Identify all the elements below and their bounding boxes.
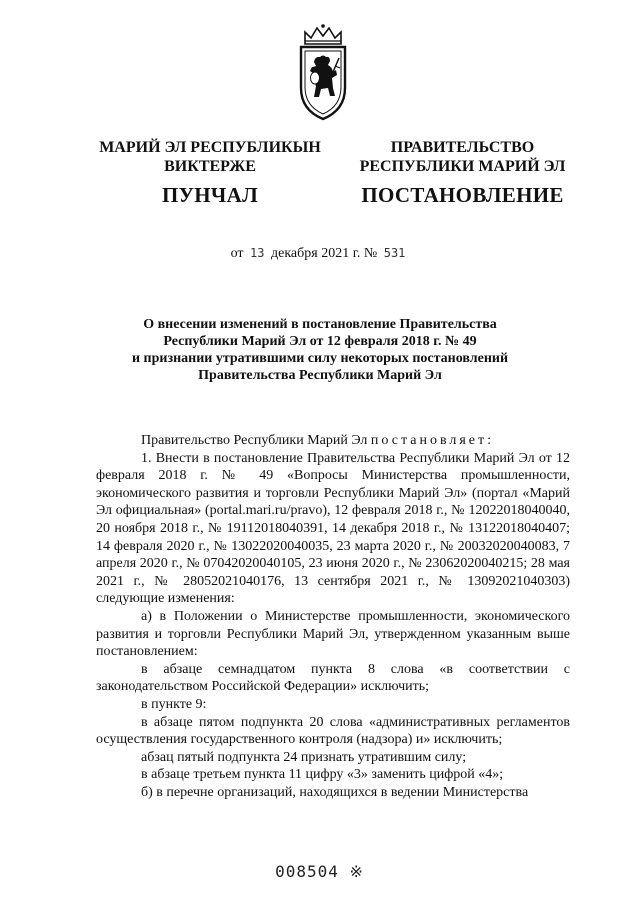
title-line1: О внесении изменений в постановление Правительства (143, 317, 497, 332)
paragraph-amendment-4: абзац пятый подпункта 24 признать утратившим силу; (141, 749, 467, 765)
serial-number-stamp (0, 862, 639, 881)
header-left-doc-type: ПУНЧАЛ (161, 183, 259, 207)
date-month-year: декабря 2021 г. № (270, 246, 378, 261)
coat-of-arms-icon (297, 22, 349, 122)
title-line4: Правительства Республики Марий Эл (198, 368, 442, 383)
serial-mark-icon: ※ (349, 862, 364, 881)
paragraph-amendment-5: в абзаце третьем пункта 11 цифру «3» заменить цифрой «4»; (141, 767, 504, 783)
header-left (95, 138, 325, 205)
paragraph-amendment-2: в пункте 9: (141, 696, 207, 712)
paragraph-amendment-1: в абзаце семнадцатом пункта 8 слова «в соответствии с законодательством Российской Федерации» исключить; (96, 661, 570, 695)
document-body (96, 432, 570, 801)
paragraph-amendment-3: в абзаце пятом подпункта 20 слова «административных регламентов осуществления государственного контроля (надзора) и» исключить; (96, 714, 570, 748)
paragraph-preamble (96, 432, 570, 450)
title-line3: и признании утратившими силу некоторых постановлений (131, 351, 509, 366)
serial-number: 008504 (275, 862, 339, 881)
date-day: 13 (250, 246, 265, 260)
header-left-line1: МАРИЙ ЭЛ РЕСПУБЛИКЫН (99, 139, 321, 156)
paragraph-subitem-b: б) в перечне организаций, находящихся в ведении Министерства (141, 784, 529, 800)
date-prefix: от (230, 246, 244, 261)
preamble-subject: Правительство Республики Марий Эл (141, 433, 368, 448)
paragraph-subitem-a: а) в Положении о Министерстве промышленности, экономического развития и торговли Республики Марий Эл, утвержденном указанным выше постановлением: (96, 608, 570, 660)
document-date (0, 246, 639, 262)
document-number: 531 (383, 246, 406, 260)
header-left-line2: ВИКТЕРЖЕ (164, 158, 256, 175)
header-right-line2: РЕСПУБЛИКИ МАРИЙ ЭЛ (359, 158, 566, 175)
paragraph-item-1: 1. Внести в постановление Правительства Республики Марий Эл от 12 февраля 2018 г. № 49 «Вопросы Министерства промышленности, экономического развития и торговли Республики Марий Эл» (портал «Марий Эл официальная» (portal.mari.ru/pravo), 12 февраля 2018 г., № 12022018040040, 20 ноября 2018 г., № 19112018040391, 14 декабря 2018 г., № 13122018040407; 14 февраля 2020 г., № 13022020040035, 23 марта 2020 г., № 20032020040083, 7 апреля 2020 г., № 07042020040105, 23 июня 2020 г., № 23062020040215; 28 мая 2021 г., № 28052021040176, 13 сентября 2021 г., № 13092021040303) следующие изменения: (96, 450, 570, 607)
document-title (90, 316, 550, 384)
header-right-line1: ПРАВИТЕЛЬСТВО (390, 139, 535, 156)
preamble-verb: постановляет: (370, 433, 495, 448)
header-right (355, 138, 570, 205)
title-line2: Республики Марий Эл от 12 февраля 2018 г. № 49 (163, 334, 477, 349)
header-right-doc-type: ПОСТАНОВЛЕНИЕ (361, 183, 564, 207)
